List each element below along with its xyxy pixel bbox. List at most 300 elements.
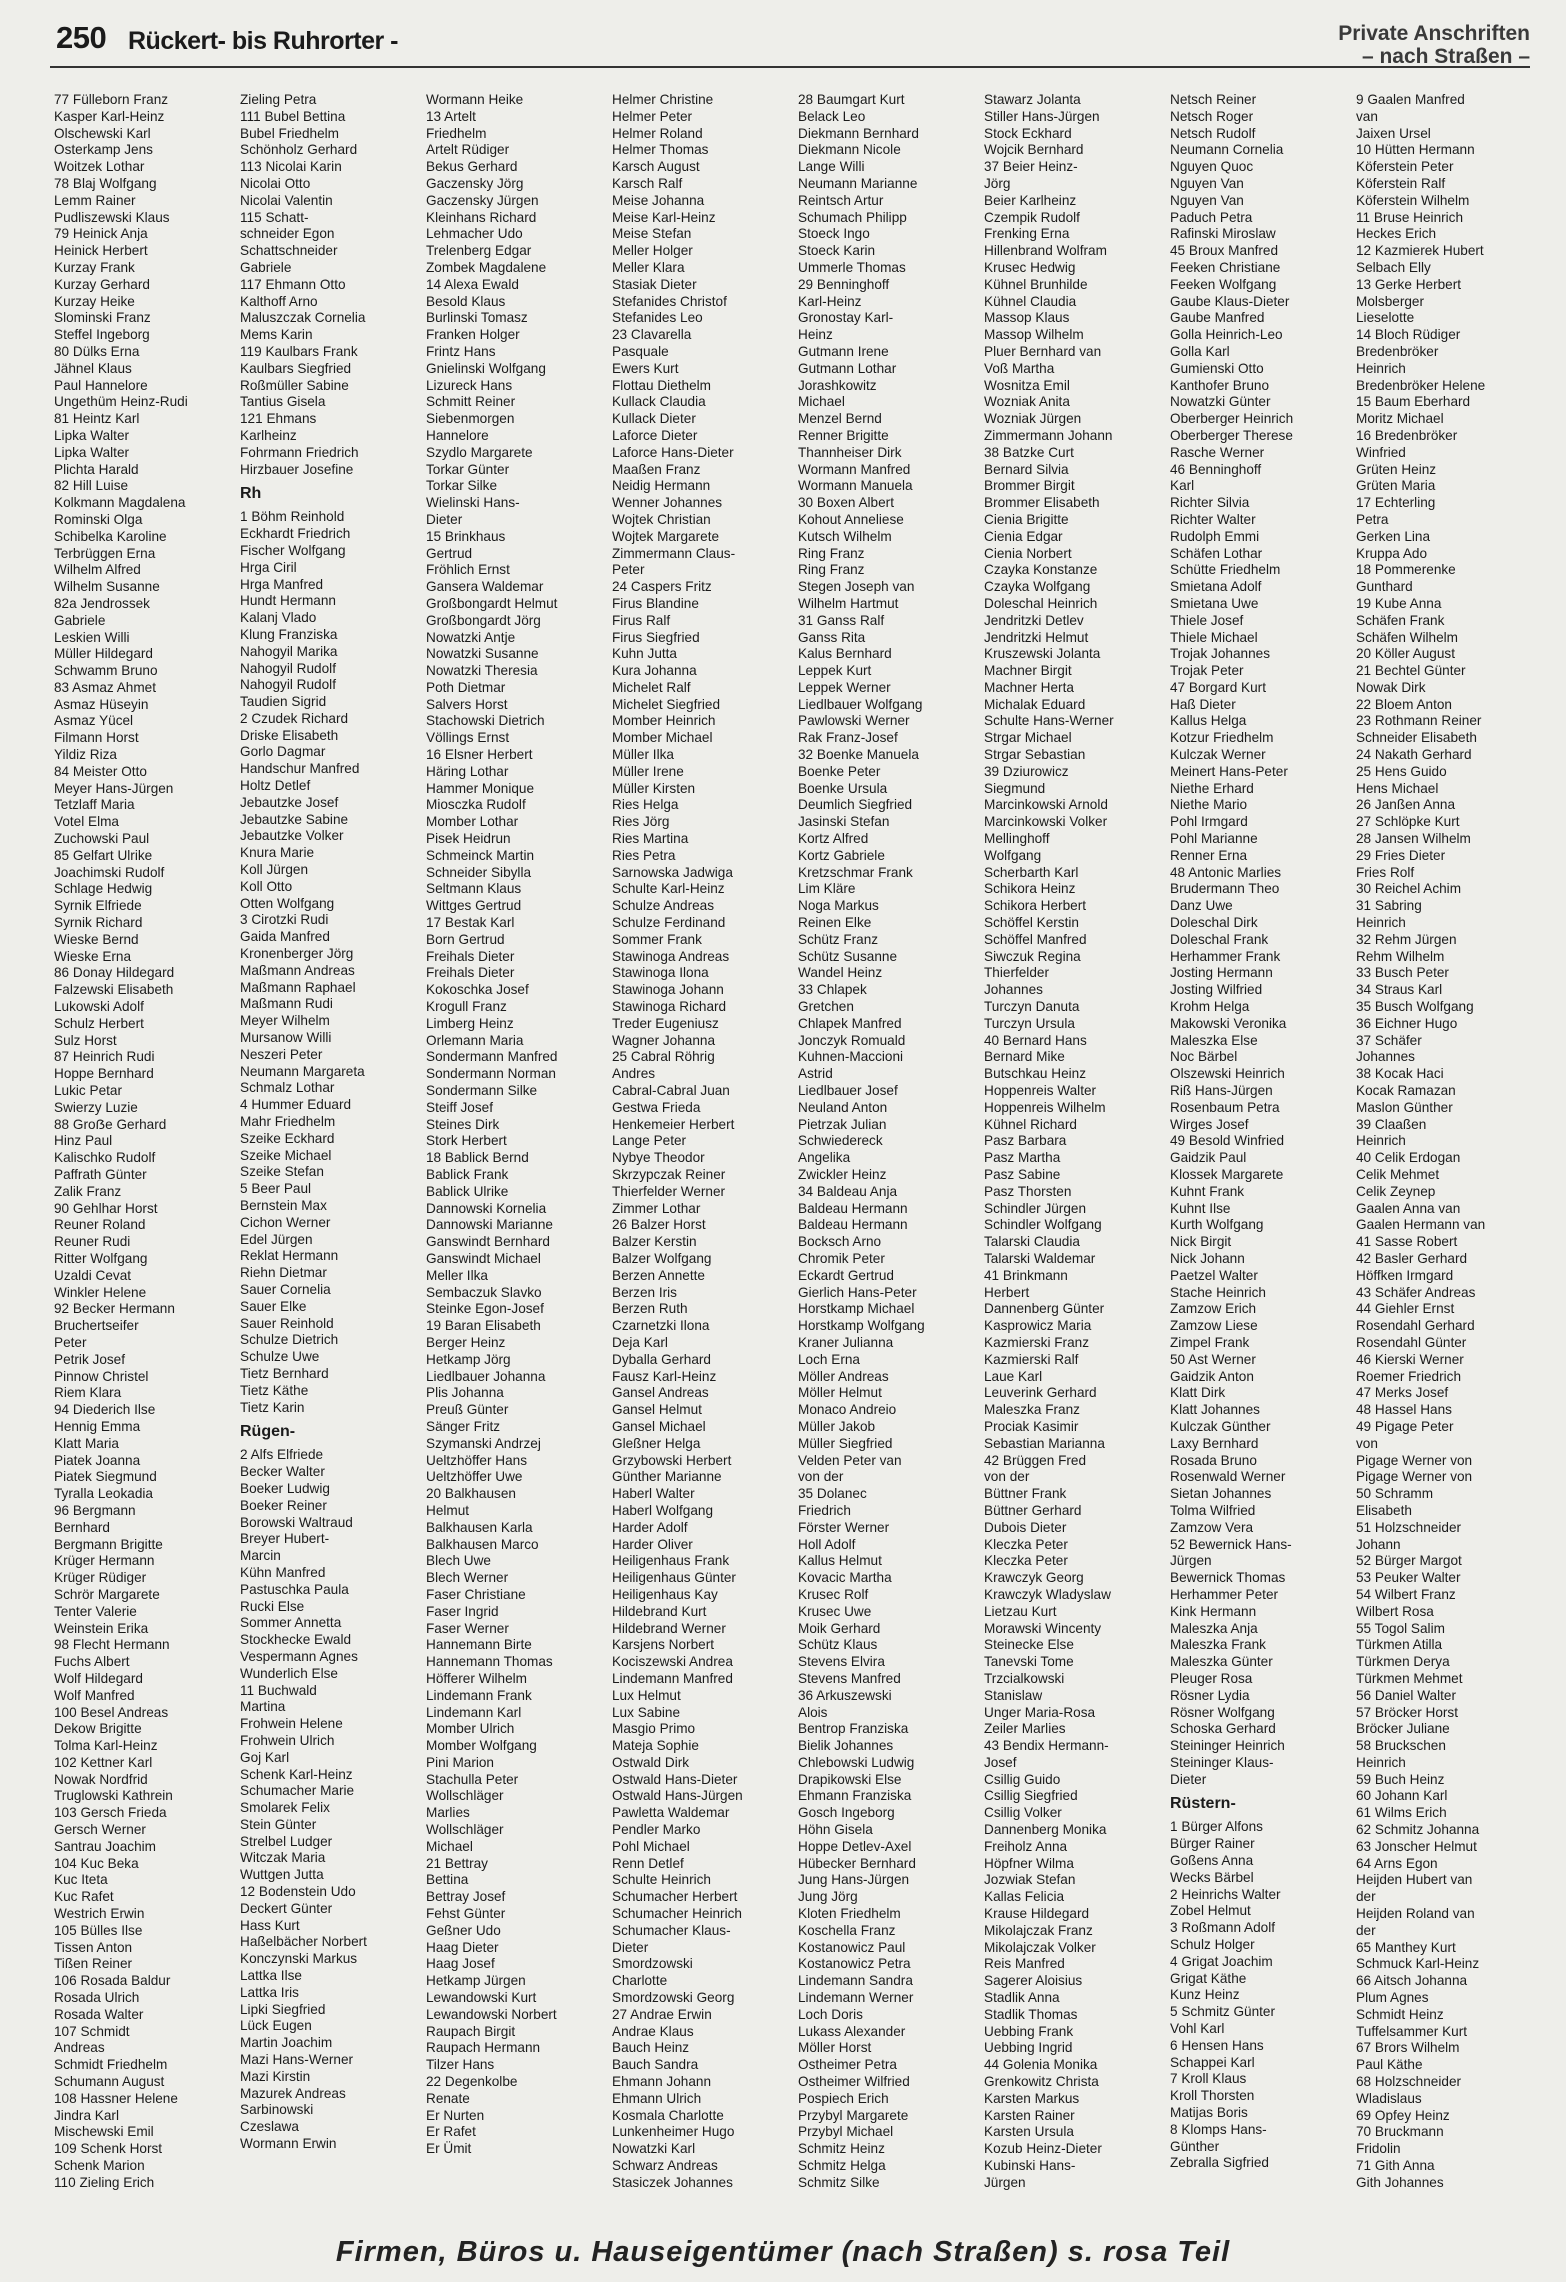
resident-entry: Doleschal Frank [1170, 931, 1269, 947]
resident-entry: Gaidzik Anton [1170, 1368, 1254, 1384]
resident-entry: Dekow Brigitte [54, 1721, 142, 1737]
resident-entry: Przybyl Michael [798, 2124, 894, 2140]
resident-entry: Heijden Roland van [1356, 1906, 1475, 1922]
resident-entry: Feeken Wolfgang [1170, 276, 1277, 292]
resident-entry: 28 Baumgart Kurt [798, 92, 905, 107]
resident-entry: Hrga Ciril [240, 559, 297, 575]
resident-entry: Zamzow Vera [1170, 1519, 1254, 1535]
resident-entry: Pigage Werner von [1356, 1452, 1473, 1468]
resident-entry: 22 Bloem Anton [1356, 696, 1452, 712]
resident-entry: 44 Giehler Ernst [1356, 1301, 1455, 1317]
resident-entry: Reuner Rudi [54, 1234, 131, 1250]
resident-entry: 21 Bettray [426, 1855, 488, 1871]
resident-entry: 62 Schmitz Johanna [1356, 1822, 1480, 1838]
resident-entry: Csillig Volker [984, 1805, 1062, 1821]
resident-entry: 20 Köller August [1356, 646, 1455, 662]
resident-entry: Trzcialkowski [984, 1670, 1065, 1686]
resident-entry: Kuhnen-Maccioni [798, 1049, 904, 1065]
resident-entry: Pohl Michael [612, 1838, 690, 1854]
resident-entry: Lizureck Hans [426, 377, 513, 393]
resident-entry: Golla Karl [1170, 343, 1230, 359]
resident-entry: Schibelka Karoline [54, 528, 167, 544]
resident-entry: 78 Blaj Wolfgang [54, 175, 157, 191]
resident-entry: Butschkau Heinz [984, 1066, 1087, 1082]
resident-entry: 16 Elsner Herbert [426, 747, 533, 763]
resident-entry: der [1356, 1889, 1376, 1905]
resident-entry: Ries Petra [612, 847, 676, 863]
resident-entry: Stefanides Leo [612, 310, 703, 326]
resident-entry: Gunthard [1356, 579, 1413, 595]
resident-entry: Sietan Johannes [1170, 1486, 1272, 1502]
resident-entry: Tuffelsammer Kurt [1356, 2023, 1468, 2039]
resident-entry: Steinecke Else [984, 1637, 1074, 1653]
street-heading: Rüstern- [1170, 1795, 1236, 1813]
resident-entry: Prociak Kasimir [984, 1418, 1079, 1434]
resident-entry: Stawinoga Richard [612, 999, 727, 1015]
resident-entry: Freihals Dieter [426, 965, 515, 981]
resident-entry: Lipka Walter [54, 427, 130, 443]
resident-entry: Uzaldi Cevat [54, 1267, 132, 1283]
resident-entry: 44 Golenia Monika [984, 2057, 1098, 2073]
resident-entry: Schulz Herbert [54, 1015, 144, 1031]
resident-entry: Schumacher Heinrich [612, 1906, 742, 1922]
resident-entry: Skrzypczak Reiner [612, 1167, 726, 1182]
resident-entry: Schulze Dietrich [240, 1332, 339, 1348]
resident-entry: Haberl Walter [612, 1486, 695, 1502]
resident-entry: Boeker Reiner [240, 1497, 327, 1513]
resident-entry: 66 Aitsch Johanna [1356, 1973, 1468, 1989]
resident-entry: Reuner Roland [54, 1217, 146, 1233]
resident-entry: Kuhnt Frank [1170, 1183, 1245, 1199]
resident-entry: Bürger Rainer [1170, 1836, 1255, 1852]
resident-entry: 29 Fries Dieter [1356, 847, 1446, 863]
resident-entry: Pawlowski Werner [798, 713, 910, 729]
resident-entry: Nicolai Valentin [240, 192, 333, 208]
resident-entry: 115 Schatt- [240, 209, 309, 225]
resident-entry: Laue Karl [984, 1368, 1043, 1384]
resident-entry: Mazi Hans-Werner [240, 2052, 354, 2068]
resident-entry: Er Nurten [426, 2107, 485, 2123]
resident-entry: Köferstein Ralf [1356, 175, 1446, 191]
resident-entry: 24 Nakath Gerhard [1356, 747, 1472, 763]
resident-entry: Riß Hans-Jürgen [1170, 1083, 1273, 1099]
resident-entry: Stadlik Thomas [984, 2006, 1078, 2022]
resident-entry: Lattka Ilse [240, 1968, 302, 1984]
resident-entry: Thannheiser Dirk [798, 444, 902, 460]
resident-entry: Schumann August [54, 2074, 165, 2090]
resident-entry: Trojak Johannes [1170, 646, 1270, 662]
resident-entry: Rosada Ulrich [54, 1990, 140, 2006]
resident-entry: Karl [1170, 478, 1195, 494]
resident-entry: 102 Kettner Karl [54, 1754, 153, 1770]
resident-entry: Wilhelm Hartmut [798, 595, 899, 611]
resident-entry: Lipka Walter [54, 444, 130, 460]
resident-entry: Balkhausen Marco [426, 1536, 539, 1552]
resident-entry: 40 Celik Erdogan [1356, 1150, 1461, 1166]
resident-entry: Neuland Anton [798, 1099, 888, 1115]
resident-entry: 67 Brors Wilhelm [1356, 2040, 1460, 2056]
resident-entry: Thiele Michael [1170, 629, 1258, 645]
resident-entry: Bergmann Brigitte [54, 1536, 163, 1552]
resident-entry: Schöffel Kerstin [984, 915, 1079, 931]
resident-entry: Schumacher Herbert [612, 1889, 738, 1905]
resident-entry: Kruppa Ado [1356, 545, 1428, 561]
resident-entry: Piatek Siegmund [54, 1469, 157, 1485]
resident-entry: Leppek Werner [798, 679, 891, 695]
resident-entry: Balkhausen Karla [426, 1519, 533, 1535]
resident-entry: Czeslawa [240, 2119, 299, 2135]
resident-entry: Neidig Hermann [612, 478, 711, 494]
resident-entry: Schumach Philipp [798, 209, 907, 225]
resident-entry: Sebastian Marianna [984, 1435, 1105, 1451]
resident-entry: 60 Johann Karl [1356, 1788, 1448, 1804]
resident-entry: Jähnel Klaus [54, 360, 132, 376]
resident-entry: Momber Michael [612, 730, 713, 746]
resident-entry: 23 Clavarella [612, 327, 692, 343]
resident-entry: Schmitz Helga [798, 2158, 886, 2174]
resident-entry: Pastuschka Paula [240, 1581, 349, 1597]
resident-entry: Heinrich [1356, 1754, 1406, 1770]
resident-entry: Mateja Sophie [612, 1738, 699, 1754]
resident-entry: Grzybowski Herbert [612, 1452, 732, 1468]
resident-entry: 2 Alfs Elfriede [240, 1447, 324, 1463]
resident-entry: 64 Arns Egon [1356, 1855, 1438, 1871]
resident-entry: Kühn Manfred [240, 1564, 326, 1580]
resident-entry: 39 Claaßen [1356, 1116, 1427, 1132]
resident-entry: Lipki Siegfried [240, 2001, 326, 2017]
resident-entry: Tietz Bernhard [240, 1365, 329, 1381]
resident-entry: Zalik Franz [54, 1183, 122, 1199]
resident-entry: Jung Jörg [798, 1889, 858, 1905]
resident-entry: Klatt Dirk [1170, 1385, 1226, 1401]
resident-entry: 87 Heinrich Rudi [54, 1049, 155, 1065]
resident-entry: Sulz Horst [54, 1032, 117, 1048]
resident-entry: Rosendahl Günter [1356, 1334, 1467, 1350]
resident-entry: Kretzschmar Frank [798, 864, 913, 880]
resident-entry: Gestwa Frieda [612, 1099, 701, 1115]
resident-entry: Meyer Hans-Jürgen [54, 780, 174, 796]
resident-entry: Leskien Willi [54, 629, 130, 645]
resident-entry: Dyballa Gerhard [612, 1351, 711, 1367]
resident-entry: Szeike Michael [240, 1147, 332, 1163]
resident-entry: Cienia Norbert [984, 545, 1072, 561]
resident-entry: Kostanowicz Petra [798, 1956, 911, 1972]
resident-entry: Scherbarth Karl [984, 864, 1079, 880]
page-number: 250 [56, 20, 107, 55]
resident-entry: Riehn Dietmar [240, 1265, 327, 1281]
resident-entry: 106 Rosada Baldur [54, 1973, 171, 1989]
resident-entry: 82a Jendrossek [54, 595, 150, 611]
resident-entry: Bernstein Max [240, 1198, 327, 1213]
resident-entry: Nahogyil Rudolf [240, 677, 336, 693]
resident-entry: 59 Buch Heinz [1356, 1771, 1445, 1787]
resident-entry: Häring Lothar [426, 763, 509, 779]
resident-entry: Friedrich [798, 1502, 851, 1518]
resident-entry: Schappei Karl [1170, 2054, 1255, 2070]
resident-entry: Netsch Reiner [1170, 92, 1257, 107]
resident-entry: Andreas [54, 2040, 105, 2056]
resident-entry: 41 Brinkmann [984, 1267, 1068, 1283]
resident-entry: Zimmermann Claus- [612, 545, 736, 561]
resident-entry: Loch Doris [798, 2006, 863, 2022]
resident-entry: Slominski Franz [54, 310, 151, 326]
resident-entry: Kazmierski Franz [984, 1334, 1089, 1350]
resident-entry: Born Gertrud [426, 931, 505, 947]
resident-entry: Sagerer Aloisius [984, 1973, 1083, 1989]
resident-entry: 20 Balkhausen [426, 1486, 516, 1502]
resident-entry: Hirzbauer Josefine [240, 461, 354, 477]
resident-entry: Renn Detlef [612, 1855, 684, 1871]
resident-entry: 94 Diederich Ilse [54, 1402, 156, 1418]
resident-entry: 71 Gith Anna [1356, 2158, 1435, 2174]
resident-entry: Steininger Heinrich [1170, 1738, 1285, 1754]
resident-entry: Berzen Iris [612, 1284, 677, 1300]
resident-entry: Lehmacher Udo [426, 226, 523, 242]
resident-entry: 121 Ehmans [240, 411, 317, 427]
resident-entry: Höfferer Wilhelm [426, 1670, 527, 1686]
resident-entry: 57 Bröcker Horst [1356, 1704, 1458, 1720]
resident-entry: 10 Hütten Hermann [1356, 142, 1475, 158]
resident-entry: 17 Echterling [1356, 495, 1436, 511]
resident-entry: Schoska Gerhard [1170, 1721, 1276, 1737]
resident-entry: Bubel Friedhelm [240, 125, 339, 141]
resident-entry: Gaida Manfred [240, 929, 330, 945]
resident-entry: Strelbel Ludger [240, 1833, 333, 1849]
resident-entry: Mikolajczak Volker [984, 1939, 1096, 1955]
resident-entry: Heckes Erich [1356, 226, 1437, 242]
directory-columns [54, 92, 1534, 2224]
resident-entry: Krusec Uwe [798, 1603, 872, 1619]
resident-entry: Karlheinz [240, 427, 297, 443]
resident-entry: Niethe Erhard [1170, 780, 1254, 796]
resident-entry: Lindemann Karl [426, 1704, 522, 1720]
resident-entry: Lange Peter [612, 1133, 687, 1149]
resident-entry: Chromik Peter [798, 1250, 885, 1266]
resident-entry: Meller Klara [612, 259, 685, 275]
resident-entry: Roßmüller Sabine [240, 377, 349, 393]
resident-entry: Angelika [798, 1150, 851, 1166]
resident-entry: Momber Heinrich [612, 713, 716, 729]
resident-entry: Großbongardt Jörg [426, 612, 541, 628]
resident-entry: Nowatzki Antje [426, 629, 516, 645]
resident-entry: Becker Walter [240, 1464, 325, 1480]
resident-entry: Stoeck Karin [798, 243, 876, 259]
resident-entry: 18 Bablick Bernd [426, 1150, 529, 1166]
resident-entry: Harder Oliver [612, 1536, 693, 1552]
resident-entry: Limberg Heinz [426, 1015, 514, 1031]
resident-entry: 9 Gaalen Manfred [1356, 92, 1465, 107]
resident-entry: Holl Adolf [798, 1536, 856, 1552]
resident-entry: 82 Hill Luise [54, 478, 129, 494]
resident-entry: Schikora Heinz [984, 881, 1076, 897]
resident-entry: Feeken Christiane [1170, 259, 1281, 275]
resident-entry: Ewers Kurt [612, 360, 679, 376]
resident-entry: Fausz Karl-Heinz [612, 1368, 717, 1384]
resident-entry: Mazi Kirstin [240, 2068, 311, 2084]
resident-entry: Tolma Karl-Heinz [54, 1738, 158, 1754]
resident-entry: Szeike Stefan [240, 1164, 324, 1180]
resident-entry: von [1356, 1435, 1378, 1451]
resident-entry: Truglowski Kathrein [54, 1788, 173, 1804]
resident-entry: 29 Benninghoff [798, 276, 890, 292]
resident-entry: Kosmala Charlotte [612, 2107, 724, 2123]
resident-entry: Schütz Klaus [798, 1637, 878, 1653]
resident-entry: 107 Schmidt [54, 2023, 130, 2039]
resident-entry: Bekus Gerhard [426, 159, 518, 175]
resident-entry: Zimmermann Johann [984, 427, 1113, 443]
resident-entry: Steinke Egon-Josef [426, 1301, 544, 1317]
resident-entry: Stawinoga Johann [612, 982, 724, 998]
resident-entry: Helmer Thomas [612, 142, 709, 158]
resident-entry: Berger Heinz [426, 1334, 506, 1350]
resident-entry: Makowski Veronika [1170, 1015, 1287, 1031]
resident-entry: 40 Bernard Hans [984, 1032, 1087, 1048]
resident-entry: 26 Balzer Horst [612, 1217, 706, 1233]
resident-entry: Martin Joachim [240, 2035, 333, 2051]
resident-entry: Höpfner Wilma [984, 1855, 1074, 1871]
resident-entry: Lux Sabine [612, 1704, 681, 1720]
resident-entry: Koll Jürgen [240, 862, 309, 878]
resident-entry: von der [798, 1469, 844, 1485]
resident-entry: Wilhelm Alfred [54, 562, 141, 578]
resident-entry: Wosnitza Emil [984, 377, 1070, 393]
resident-entry: Kalischko Rudolf [54, 1150, 156, 1166]
resident-entry: Wojcik Bernhard [984, 142, 1084, 158]
resident-entry: Filmann Horst [54, 730, 139, 746]
resident-entry: Völlings Ernst [426, 730, 510, 746]
resident-entry: 113 Nicolai Karin [240, 159, 342, 175]
resident-entry: Pohl Marianne [1170, 831, 1258, 847]
resident-entry: 111 Bubel Bettina [240, 108, 346, 124]
resident-entry: Helmer Christine [612, 92, 714, 107]
resident-entry: 18 Pommerenke [1356, 562, 1456, 578]
resident-entry: Trelenberg Edgar [426, 243, 532, 259]
resident-entry: Klatt Maria [54, 1435, 119, 1451]
resident-entry: 1 Böhm Reinhold [240, 509, 345, 525]
resident-entry: Schulz Holger [1170, 1937, 1255, 1953]
resident-entry: Riem Klara [54, 1385, 122, 1401]
resident-entry: Golla Heinrich-Leo [1170, 327, 1283, 343]
resident-entry: Kovacic Martha [798, 1570, 892, 1586]
resident-entry: Nguyen Quoc [1170, 159, 1254, 175]
resident-entry: 17 Bestak Karl [426, 915, 515, 931]
resident-entry: Fischer Wolfgang [240, 542, 346, 558]
resident-entry: Hennig Emma [54, 1418, 141, 1434]
resident-entry: Wormann Manfred [798, 461, 911, 477]
resident-entry: Michalak Eduard [984, 696, 1086, 712]
resident-entry: Krusec Hedwig [984, 259, 1076, 275]
resident-entry: Fries Rolf [1356, 864, 1415, 880]
resident-entry: Hetkamp Jörg [426, 1351, 511, 1367]
resident-entry: 37 Beier Heinz- [984, 159, 1078, 175]
resident-entry: Cichon Werner [240, 1214, 331, 1230]
resident-entry: Wilbert Rosa [1356, 1603, 1434, 1619]
resident-entry: Kühnel Richard [984, 1116, 1077, 1132]
resident-entry: Helmut [426, 1502, 470, 1518]
resident-entry: Jindra Karl [54, 2107, 119, 2123]
street-heading: Rh [240, 485, 262, 503]
resident-entry: Piatek Joanna [54, 1452, 141, 1468]
resident-entry: Momber Ulrich [426, 1721, 515, 1737]
resident-entry: Heinick Herbert [54, 243, 148, 259]
resident-entry: Kroll Thorsten [1170, 2088, 1255, 2104]
resident-entry: Taudien Sigrid [240, 694, 327, 710]
resident-entry: 43 Schäfer Andreas [1356, 1284, 1476, 1300]
resident-entry: 90 Gehlhar Horst [54, 1200, 158, 1216]
resident-entry: Paetzel Walter [1170, 1267, 1258, 1283]
resident-entry: Wagner Johanna [612, 1032, 716, 1048]
resident-entry: Kocak Ramazan [1356, 1083, 1456, 1099]
resident-entry: Reintsch Artur [798, 192, 884, 208]
resident-entry: Goßens Anna [1170, 1853, 1254, 1869]
resident-entry: Müller Kirsten [612, 780, 696, 796]
resident-entry: Wozniak Jürgen [984, 411, 1082, 427]
resident-entry: Westrich Erwin [54, 1906, 145, 1922]
resident-entry: Heiligenhaus Frank [612, 1553, 730, 1569]
resident-entry: Michelet Siegfried [612, 696, 721, 712]
resident-entry: Kolkmann Magdalena [54, 495, 186, 511]
resident-entry: Paul Käthe [1356, 2057, 1423, 2073]
resident-entry: Nowak Dirk [1356, 679, 1426, 695]
resident-entry: Tietz Käthe [240, 1382, 309, 1398]
resident-entry: Pasz Thorsten [984, 1183, 1072, 1199]
resident-entry: Jung Hans-Jürgen [798, 1872, 910, 1888]
resident-entry: 47 Merks Josef [1356, 1385, 1449, 1401]
resident-entry: Asmaz Hüseyin [54, 696, 149, 712]
resident-entry: Fehst Günter [426, 1906, 506, 1922]
resident-entry: Siebenmorgen [426, 411, 515, 427]
resident-entry: Pluer Bernhard van [984, 343, 1102, 359]
resident-entry: 48 Hassel Hans [1356, 1402, 1452, 1418]
resident-entry: Helmer Roland [612, 125, 703, 141]
resident-entry: Falzewski Elisabeth [54, 982, 174, 998]
resident-entry: Gosch Ingeborg [798, 1805, 895, 1821]
resident-entry: 2 Heinrichs Walter [1170, 1886, 1281, 1902]
resident-entry: Heijden Hubert van [1356, 1872, 1473, 1888]
resident-entry: 22 Degenkolbe [426, 2074, 518, 2090]
resident-entry: Müller Jakob [798, 1418, 876, 1434]
resident-entry: Gabriele [54, 612, 106, 628]
resident-entry: Czempik Rudolf [984, 209, 1080, 225]
resident-entry: 15 Brinkhaus [426, 528, 506, 544]
resident-entry: Türkmen Atilla [1356, 1637, 1443, 1653]
resident-entry: Bernard Mike [984, 1049, 1065, 1065]
resident-entry: Kraner Julianna [798, 1334, 894, 1350]
resident-entry: Rucki Else [240, 1598, 305, 1614]
resident-entry: Ummerle Thomas [798, 259, 906, 275]
resident-entry: Heiligenhaus Günter [612, 1570, 736, 1586]
resident-entry: 33 Chlapek [798, 982, 867, 998]
resident-entry: Reklat Hermann [240, 1248, 339, 1264]
resident-entry: Schöffel Manfred [984, 931, 1087, 947]
resident-entry: Gertrud [426, 545, 473, 561]
resident-entry: Fuchs Albert [54, 1654, 130, 1670]
resident-entry: Hillenbrand Wolfram [984, 243, 1107, 259]
resident-entry: Bocksch Arno [798, 1234, 882, 1250]
resident-entry: Stache Heinrich [1170, 1284, 1266, 1300]
resident-entry: Gaalen Anna van [1356, 1200, 1461, 1216]
resident-entry: Herhammer Peter [1170, 1586, 1279, 1602]
resident-entry: Torkar Günter [426, 461, 510, 477]
resident-entry: Wenner Johannes [612, 495, 723, 511]
resident-entry: 2 Czudek Richard [240, 710, 349, 726]
resident-entry: Yildiz Riza [54, 747, 117, 763]
resident-entry: Gaczensky Jürgen [426, 192, 539, 208]
resident-entry: Gaube Klaus-Dieter [1170, 293, 1290, 309]
resident-entry: Bredenbröker [1356, 343, 1439, 359]
resident-entry: Wieske Erna [54, 948, 132, 964]
resident-entry: Haag Dieter [426, 1939, 499, 1955]
